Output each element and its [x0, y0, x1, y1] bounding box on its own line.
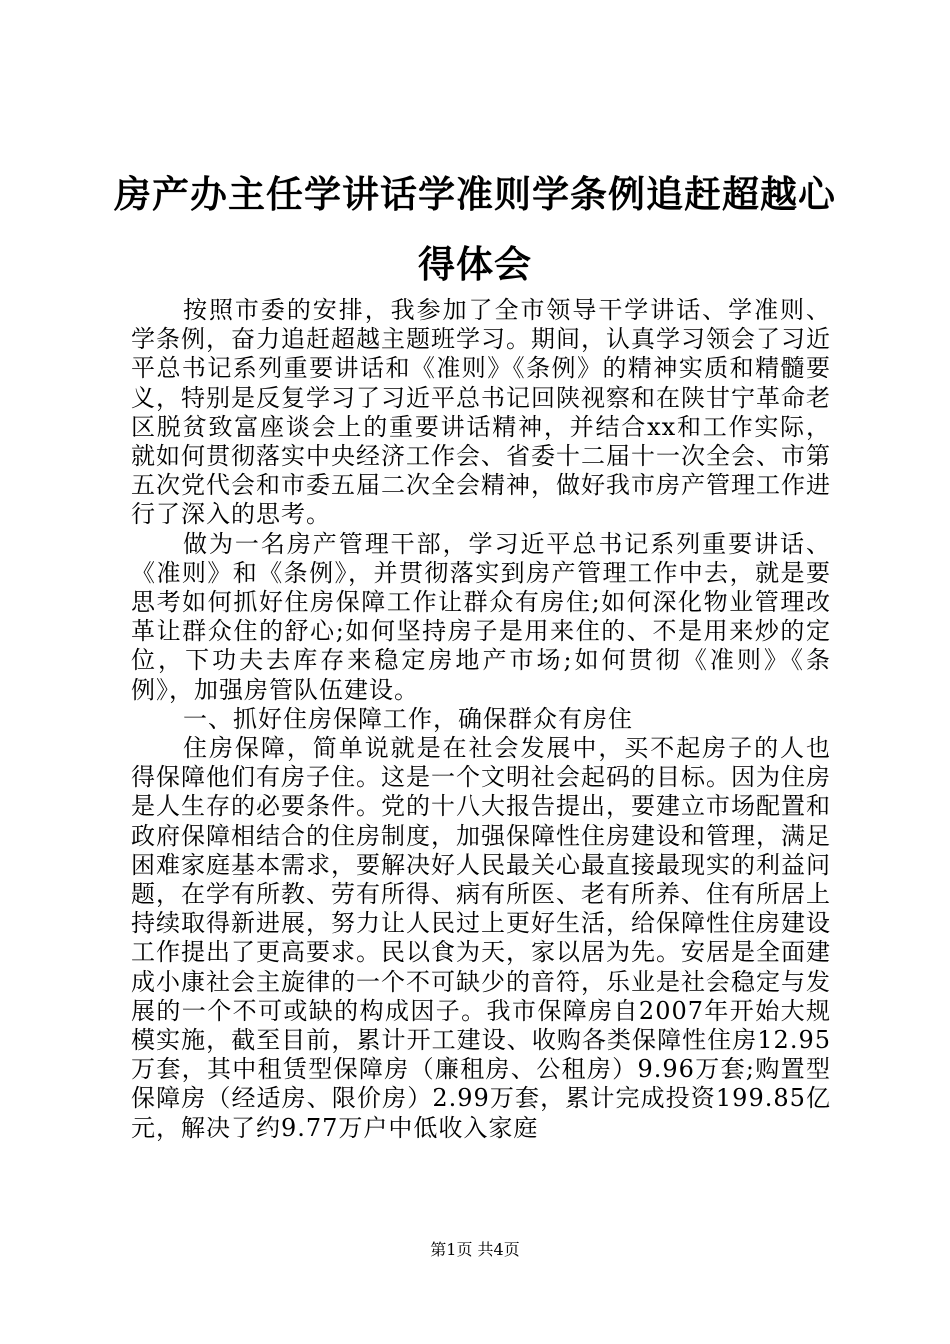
paragraph-intro: 按照市委的安排，我参加了全市领导干学讲话、学准则、学条例，奋力追赶超越主题班学习。期间，认真学习领会了习近平总书记系列重要讲话和《准则》《条例》的精神实质和精髓要义，特别是反复学习了习近平总书记回陕视察和在陕甘宁革命老区脱贫致富座谈会上的重要讲话精神，并结合xx和工作实际，就如何贯彻落实中央经济工作会、省委十二届十一次全会、市第五次党代会和市委五届二次全会精神，做好我市房产管理工作进行了深入的思考。	[131, 296, 831, 529]
paragraph-housing-security: 住房保障，简单说就是在社会发展中，买不起房子的人也得保障他们有房子住。这是一个文明社会起码的目标。因为住房是人生存的必要条件。党的十八大报告提出，要建立市场配置和政府保障相结合的住房制度，加强保障性住房建设和管理，满足困难家庭基本需求，要解决好人民最关心最直接最现实的利益问题，在学有所教、劳有所得、病有所医、老有所养、住有所居上持续取得新进展，努力让人民过上更好生活，给保障性住房建设工作提出了更高要求。民以食为天，家以居为先。安居是全面建成小康社会主旋律的一个不可缺少的音符，乐业是社会稳定与发展的一个不可或缺的构成因子。我市保障房自2007年开始大规模实施，截至目前，累计开工建设、收购各类保障性住房12.95万套，其中租赁型保障房（廉租房、公租房）9.96万套;购置型保障房（经适房、限价房）2.99万套，累计完成投资199.85亿元，解决了约9.77万户中低收入家庭	[131, 734, 831, 1142]
document-title: 房产办主任学讲话学准则学条例追赶超越心得体会	[114, 173, 836, 286]
section-heading-housing-security: 一、抓好住房保障工作，确保群众有房住	[183, 704, 633, 733]
paragraph-overview: 做为一名房产管理干部，学习近平总书记系列重要讲话、《准则》和《条例》，并贯彻落实到房产管理工作中去，就是要思考如何抓好住房保障工作让群众有房住;如何深化物业管理改革让群众住的舒心;如何坚持房子是用来住的、不是用来炒的定位，下功夫去库存来稳定房地产市场;如何贯彻《准则》《条例》，加强房管队伍建设。	[131, 529, 831, 704]
document-body	[131, 296, 831, 1143]
page-footer: 第1页 共4页	[430, 1240, 520, 1259]
